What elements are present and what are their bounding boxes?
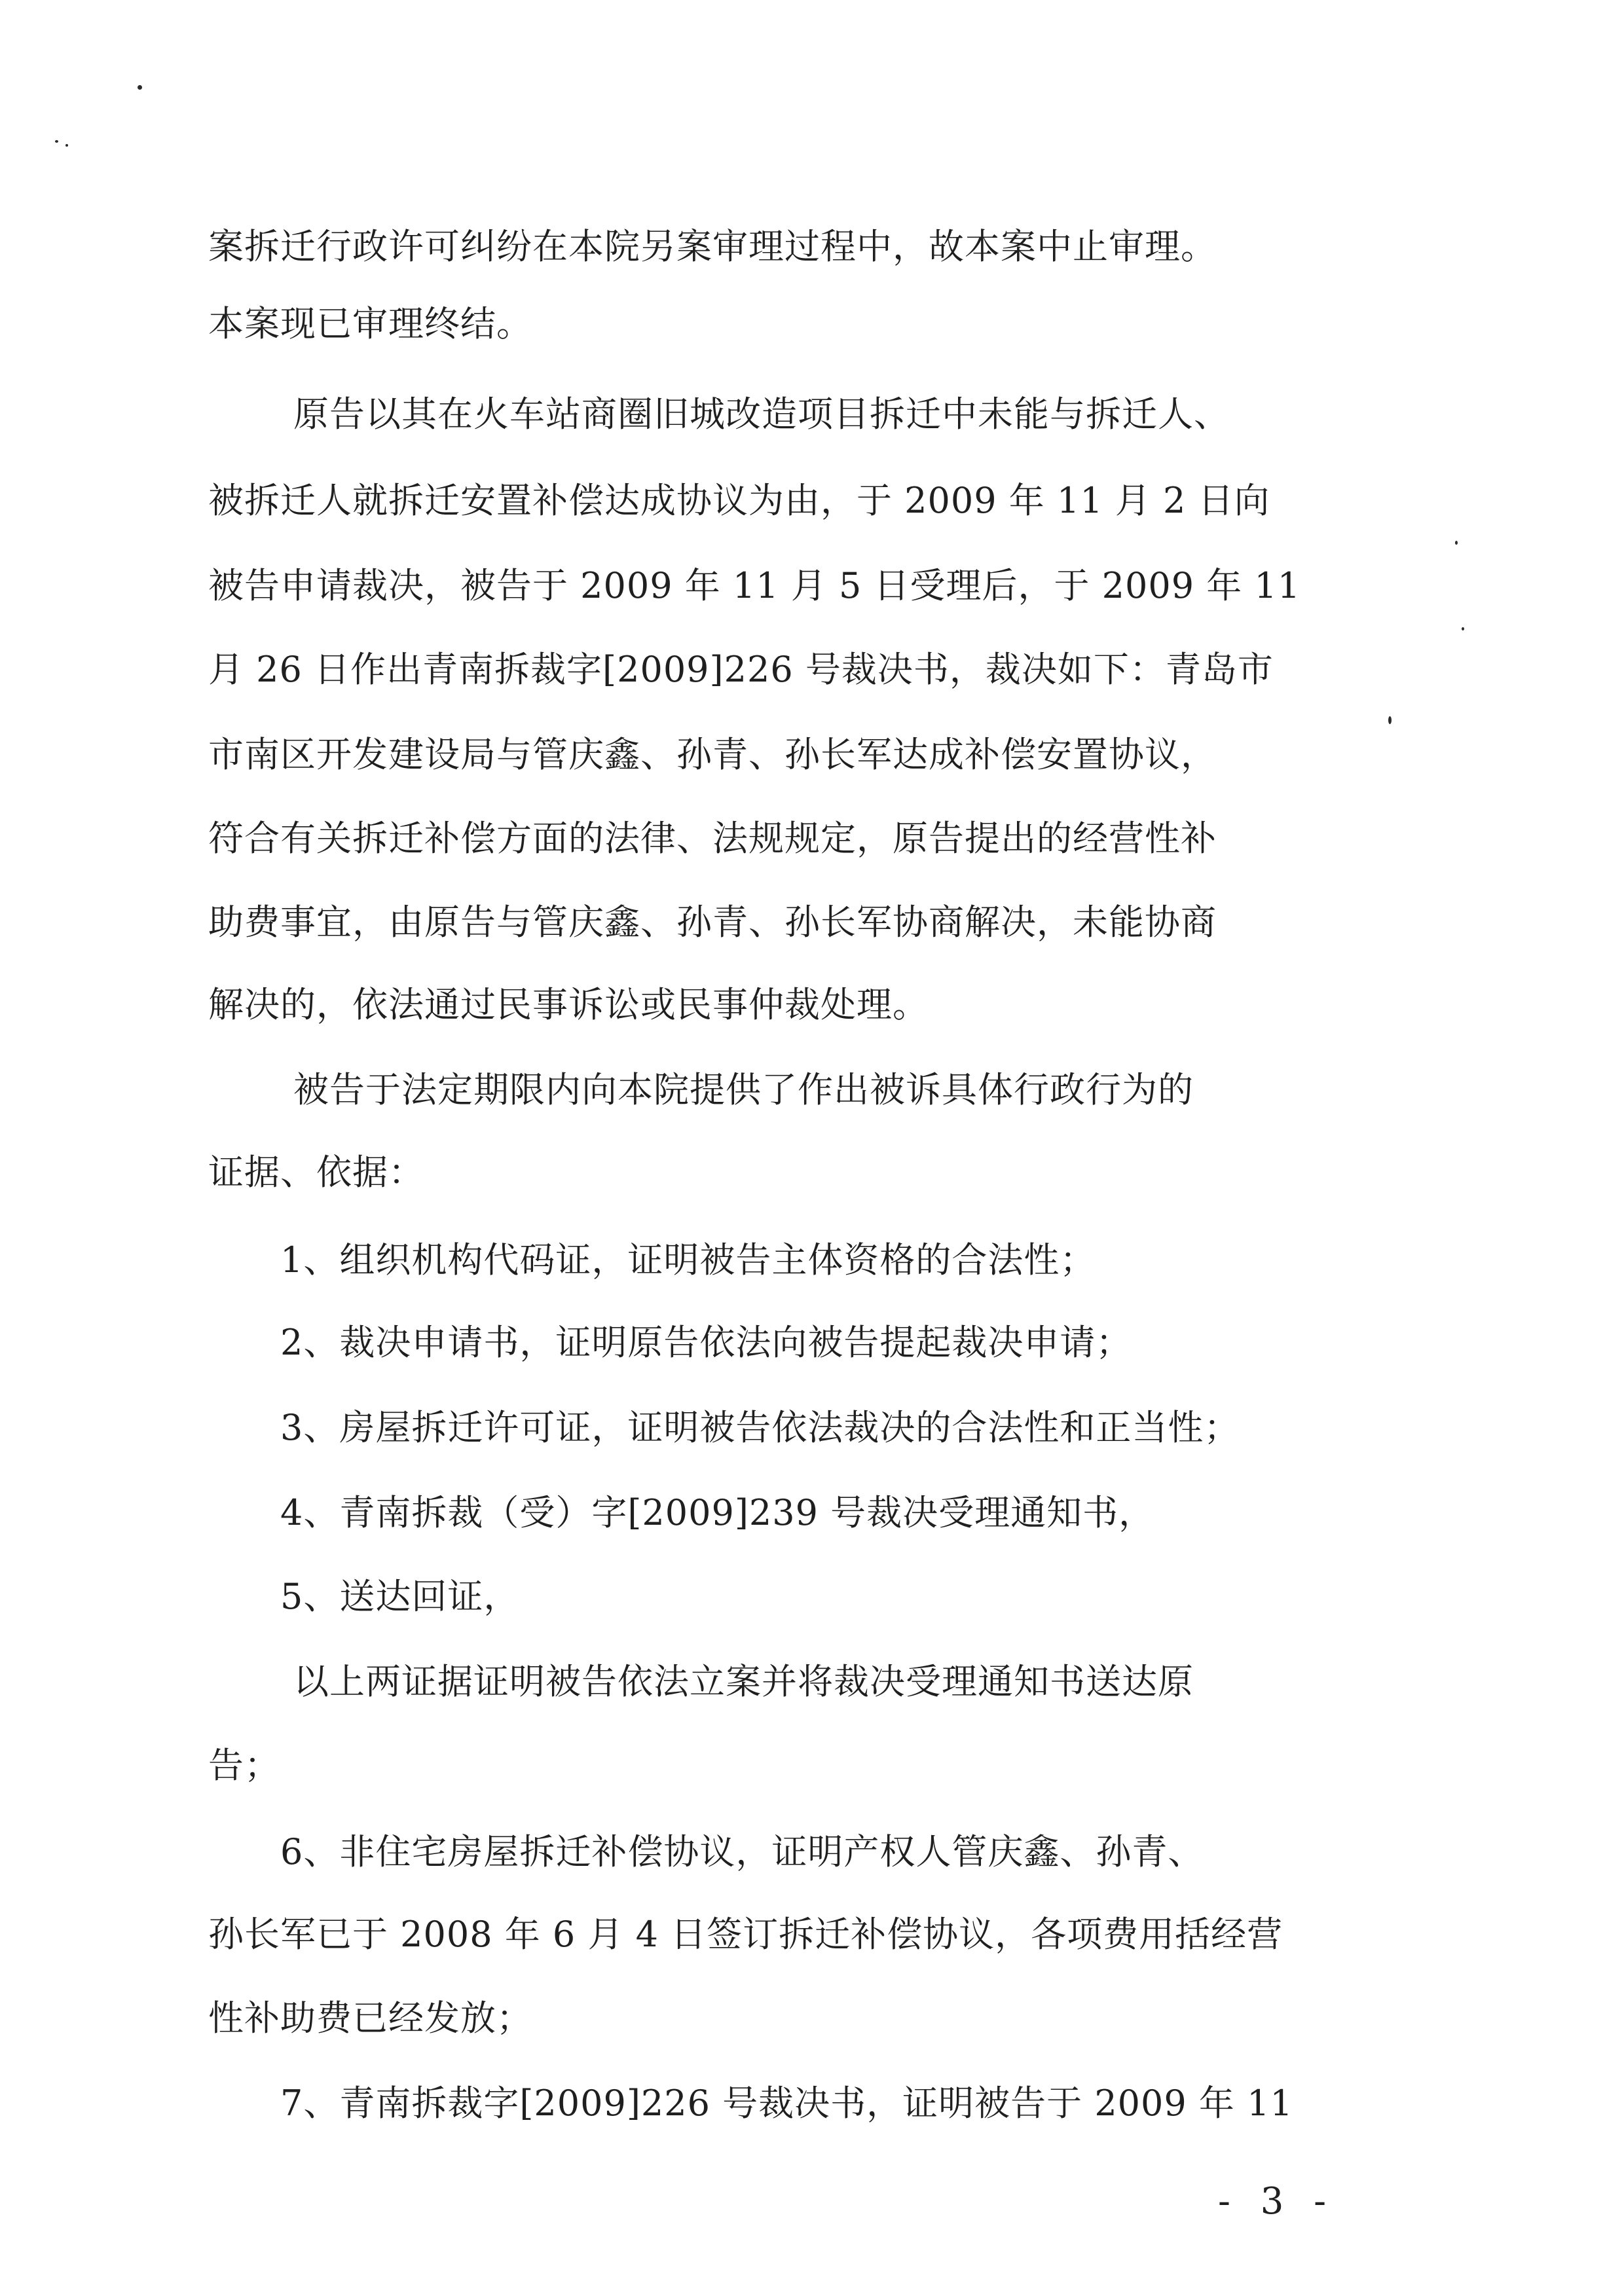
text-line-2: 本案现已审理终结。	[208, 303, 532, 344]
text-line-15: 3、房屋拆迁许可证，证明被告依法裁决的合法性和正当性；	[280, 1407, 1240, 1448]
text-line-1: 案拆迁行政许可纠纷在本院另案审理过程中，故本案中止审理。	[208, 226, 1217, 267]
text-line-21: 孙长军已于 2008 年 6 月 4 日签订拆迁补偿协议，各项费用括经营	[208, 1914, 1283, 1955]
page-number: - 3 -	[1218, 2180, 1336, 2223]
scan-speck	[65, 144, 68, 147]
text-line-5: 被告申请裁决，被告于 2009 年 11 月 5 日受理后，于 2009 年 11	[208, 565, 1301, 606]
scan-speck	[1388, 716, 1392, 724]
text-line-18: 以上两证据证明被告依法立案并将裁决受理通知书送达原	[293, 1661, 1194, 1702]
text-line-20: 6、非住宅房屋拆迁补偿协议，证明产权人管庆鑫、孙青、	[280, 1831, 1204, 1872]
text-line-23: 7、青南拆裁字[2009]226 号裁决书，证明被告于 2009 年 11	[280, 2083, 1293, 2124]
text-line-9: 助费事宜，由原告与管庆鑫、孙青、孙长军协商解决，未能协商	[208, 902, 1217, 943]
scan-speck	[138, 85, 142, 90]
scan-speck	[1455, 541, 1458, 545]
text-line-16: 4、青南拆裁（受）字[2009]239 号裁决受理通知书，	[280, 1492, 1155, 1533]
text-line-11: 被告于法定期限内向本院提供了作出被诉具体行政行为的	[293, 1069, 1194, 1110]
scan-speck	[55, 140, 58, 143]
text-line-22: 性补助费已经发放；	[208, 1997, 532, 2039]
text-line-3: 原告以其在火车站商圈旧城改造项目拆迁中未能与拆迁人、	[293, 393, 1230, 435]
text-line-12: 证据、依据：	[208, 1152, 424, 1193]
scan-speck	[1462, 627, 1464, 630]
text-line-8: 符合有关拆迁补偿方面的法律、法规规定，原告提出的经营性补	[208, 818, 1217, 859]
text-line-13: 1、组织机构代码证，证明被告主体资格的合法性；	[280, 1239, 1096, 1281]
text-line-19: 告；	[208, 1745, 280, 1786]
text-line-7: 市南区开发建设局与管庆鑫、孙青、孙长军达成补偿安置协议，	[208, 734, 1217, 775]
text-line-14: 2、裁决申请书，证明原告依法向被告提起裁决申请；	[280, 1322, 1132, 1363]
text-line-4: 被拆迁人就拆迁安置补偿达成协议为由，于 2009 年 11 月 2 日向	[208, 480, 1270, 521]
text-line-17: 5、送达回证，	[280, 1576, 520, 1617]
text-line-10: 解决的，依法通过民事诉讼或民事仲裁处理。	[208, 984, 929, 1025]
text-line-6: 月 26 日作出青南拆裁字[2009]226 号裁决书，裁决如下：青岛市	[208, 649, 1274, 690]
